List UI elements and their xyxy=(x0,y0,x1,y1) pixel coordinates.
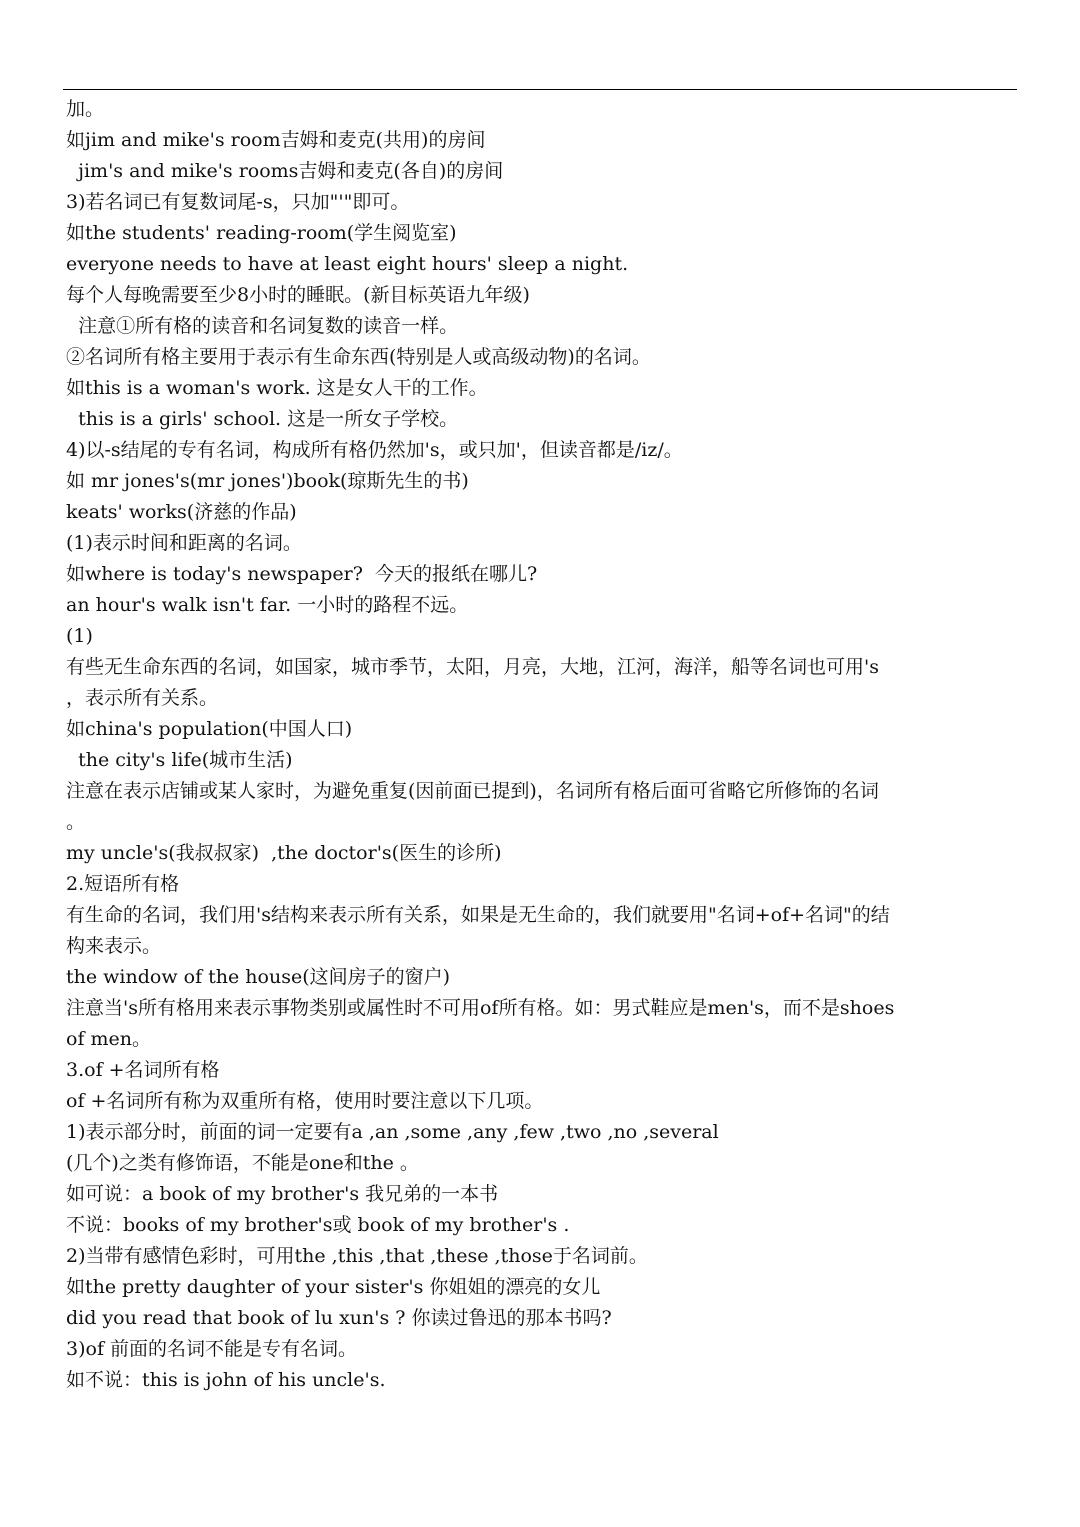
text-line: 如the students' reading-room(学生阅览室) xyxy=(66,222,457,244)
text-line: 构来表示。 xyxy=(66,935,162,957)
document-body xyxy=(66,94,1011,1396)
text-line: the window of the house(这间房子的窗户) xyxy=(66,966,451,988)
text-line: keats' works(济慈的作品) xyxy=(66,501,297,523)
text-line: 注意①所有格的读音和名词复数的读音一样。 xyxy=(66,315,459,337)
text-line: 注意当's所有格用来表示事物类别或属性时不可用of所有格。如：男式鞋应是men's，而不是shoes xyxy=(66,997,895,1019)
text-line: my uncle's(我叔叔家) ,the doctor's(医生的诊所) xyxy=(66,842,502,864)
text-line: 3.of +名词所有格 xyxy=(66,1059,220,1081)
text-line: 1)表示部分时，前面的词一定要有a ,an ,some ,any ,few ,two ,no ,several xyxy=(66,1121,719,1143)
text-line: 如the pretty daughter of your sister's 你姐姐的漂亮的女儿 xyxy=(66,1276,601,1298)
text-line: (1) xyxy=(66,625,93,647)
text-line: 3)若名词已有复数词尾-s，只加"'"即可。 xyxy=(66,191,410,213)
text-line: ②名词所有格主要用于表示有生命东西(特别是人或高级动物)的名词。 xyxy=(66,346,651,368)
text-line: 4)以-s结尾的专有名词，构成所有格仍然加's，或只加'，但读音都是/iz/。 xyxy=(66,439,683,461)
text-line: 。 xyxy=(66,811,86,833)
text-line: 如可说：a book of my brother's 我兄弟的一本书 xyxy=(66,1183,499,1205)
text-line: jim's and mike's rooms吉姆和麦克(各自)的房间 xyxy=(66,160,504,182)
text-line: 加。 xyxy=(66,98,105,120)
text-line: of men。 xyxy=(66,1028,152,1050)
text-line: 如不说：this is john of his uncle's. xyxy=(66,1369,386,1391)
text-line: (几个)之类有修饰语，不能是one和the 。 xyxy=(66,1152,419,1174)
text-line: everyone needs to have at least eight hours' sleep a night. xyxy=(66,253,629,275)
text-line: 有生命的名词，我们用's结构来表示所有关系，如果是无生命的，我们就要用"名词+of+名词"的结 xyxy=(66,904,890,926)
text-line: 3)of 前面的名词不能是专有名词。 xyxy=(66,1338,358,1360)
text-line: 如 mr jones's(mr jones')book(琼斯先生的书) xyxy=(66,470,469,492)
text-line: 2.短语所有格 xyxy=(66,873,180,895)
header-rule xyxy=(63,89,1017,90)
text-line: 不说：books of my brother's或 book of my brother's . xyxy=(66,1214,570,1236)
text-line: an hour's walk isn't far. 一小时的路程不远。 xyxy=(66,594,469,616)
text-line: 如this is a woman's work. 这是女人干的工作。 xyxy=(66,377,488,399)
text-line: 有些无生命东西的名词，如国家，城市季节，太阳，月亮，大地，江河，海洋，船等名词也可用's xyxy=(66,656,879,678)
text-line: 每个人每晚需要至少8小时的睡眠。(新目标英语九年级) xyxy=(66,284,530,306)
text-line: ，表示所有关系。 xyxy=(66,687,219,709)
text-line: did you read that book of lu xun's ? 你读过鲁迅的那本书吗? xyxy=(66,1307,612,1329)
text-line: 注意在表示店铺或某人家时，为避免重复(因前面已提到)，名词所有格后面可省略它所修饰的名词 xyxy=(66,780,879,802)
text-line: 如jim and mike's room吉姆和麦克(共用)的房间 xyxy=(66,129,486,151)
text-line: 如china's population(中国人口) xyxy=(66,718,353,740)
text-line: of +名词所有称为双重所有格，使用时要注意以下几项。 xyxy=(66,1090,544,1112)
text-line: the city's life(城市生活) xyxy=(66,749,293,771)
text-line: 2)当带有感情色彩时，可用the ,this ,that ,these ,those于名词前。 xyxy=(66,1245,648,1267)
text-line: 如where is today's newspaper? 今天的报纸在哪儿? xyxy=(66,563,538,585)
text-line: (1)表示时间和距离的名词。 xyxy=(66,532,302,554)
text-line: this is a girls' school. 这是一所女子学校。 xyxy=(66,408,459,430)
